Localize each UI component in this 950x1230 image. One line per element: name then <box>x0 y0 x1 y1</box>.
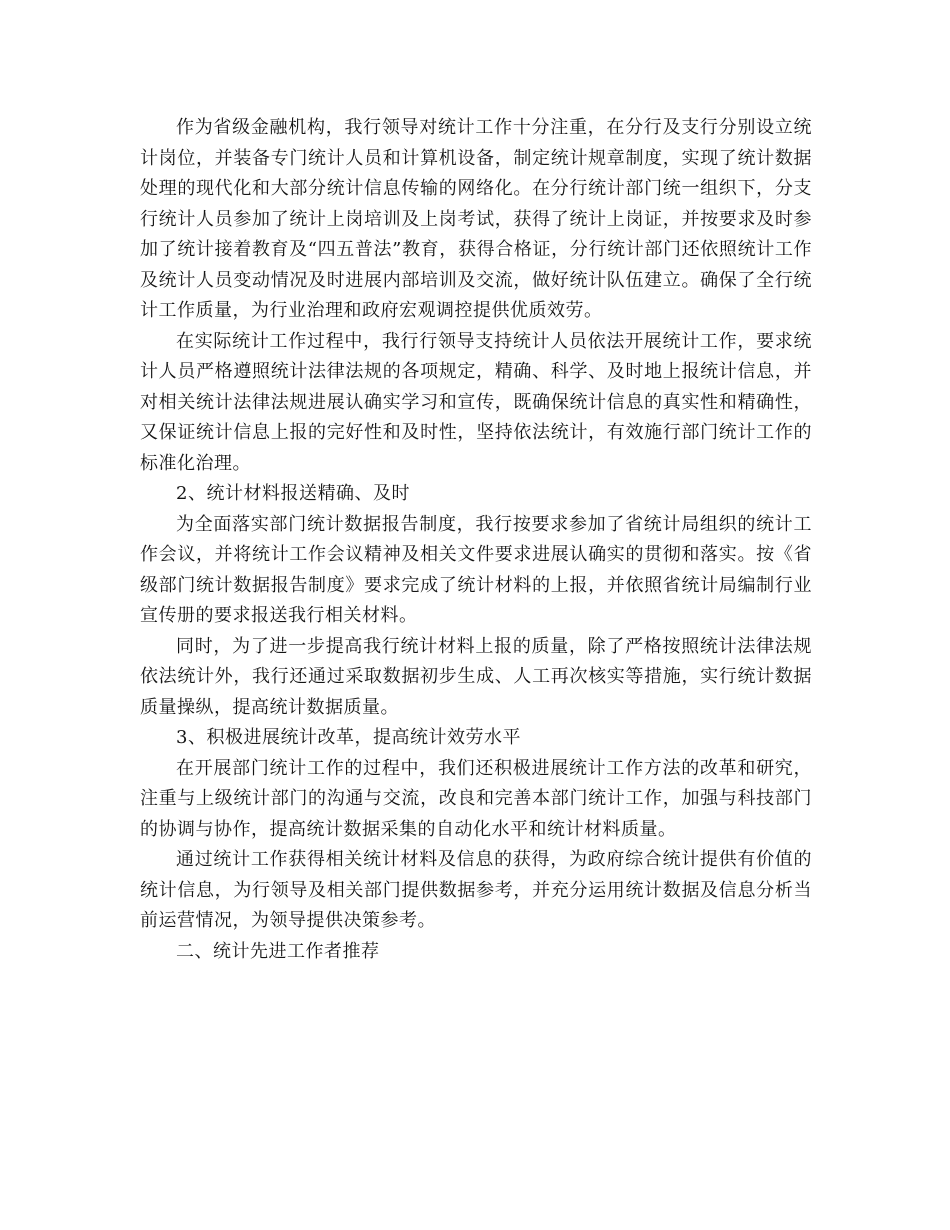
paragraph-statistics-organization: 作为省级金融机构，我行领导对统计工作十分注重，在分行及支行分别设立统计岗位，并装备专门统计人员和计算机设备，制定统计规章制度，实现了统计数据处理的现代化和大部分统计信息传输的网络化。在分行统计部门统一组织下，分支行统计人员参加了统计上岗培训及上岗考试，获得了统计上岗证，并按要求及时参加了统计接着教育及“四五普法”教育，获得合格证，分行统计部门还依照统计工作及统计人员变动情况及时进展内部培训及交流，做好统计队伍建立。确保了全行统计工作质量，为行业治理和政府宏观调控提供优质效劳。 <box>140 117 812 321</box>
paragraph-reform-research: 在开展部门统计工作的过程中，我们还积极进展统计工作方法的改革和研究，注重与上级统计部门的沟通与交流，改良和完善本部门统计工作，加强与科技部门的协调与协作，提高统计数据采集的自动化水平和统计材料质量。 <box>140 757 812 840</box>
paragraph-legal-compliance: 在实际统计工作过程中，我行行领导支持统计人员依法开展统计工作，要求统计人员严格遵照统计法律法规的各项规定，精确、科学、及时地上报统计信息，并对相关统计法律法规进展认确实学习和宣传，既确保统计信息的真实性和精确性，又保证统计信息上报的完好性和及时性，坚持依法统计，有效施行部门统计工作的标准化治理。 <box>140 330 812 474</box>
document-body <box>140 113 812 967</box>
paragraph-reporting-system: 为全面落实部门统计数据报告制度，我行按要求参加了省统计局组织的统计工作会议，并将统计工作会议精神及相关文件要求进展认确实的贯彻和落实。按《省级部门统计数据报告制度》要求完成了统计材料的上报，并依照省统计局编制行业宣传册的要求报送我行相关材料。 <box>140 513 812 626</box>
paragraph-quality-control: 同时，为了进一步提高我行统计材料上报的质量，除了严格按照统计法律法规依法统计外，我行还通过采取数据初步生成、人工再次核实等措施，实行统计数据质量操纵，提高统计数据质量。 <box>140 635 812 718</box>
section-heading-recommendation: 二、统计先进工作者推荐 <box>176 940 380 962</box>
section-heading-reform: 3、积极进展统计改革，提高统计效劳水平 <box>176 727 521 748</box>
paragraph-decision-support: 通过统计工作获得相关统计材料及信息的获得，为政府综合统计提供有价值的统计信息，为行领导及相关部门提供数据参考，并充分运用统计数据及信息分析当前运营情况，为领导提供决策参考。 <box>140 849 812 931</box>
section-heading-reporting: 2、统计材料报送精确、及时 <box>176 483 410 504</box>
